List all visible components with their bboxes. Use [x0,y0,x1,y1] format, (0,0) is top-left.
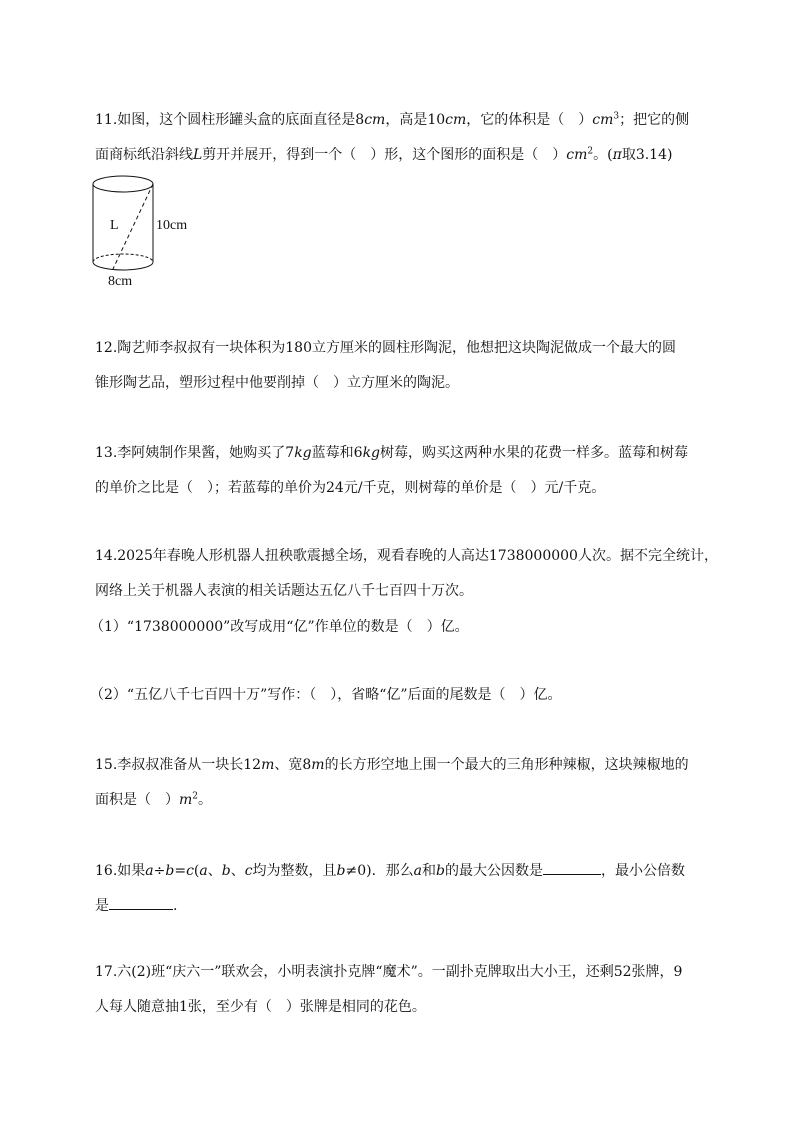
q14-part-1: （1）“1738000000”改写成用“亿”作单位的数是（ ）亿。 [90,619,469,635]
q12-line-2: 锥形陶艺品，塑形过程中他要削掉（ ）立方厘米的陶泥。 [95,375,459,391]
q14-line-2: 网络上关于机器人表演的相关话题达五亿八千七百四十万次。 [95,583,473,599]
lcm-answer-blank[interactable] [109,895,173,910]
q11-line-2: 面商标纸沿斜线L剪开并展开，得到一个（ ）形，这个图形的面积是（ ）$cm^2$。(π取3.14) [95,146,673,163]
q15-line-1: 15.李叔叔准备从一块长12m、宽8m的长方形空地上围一个最大的三角形种辣椒，这块辣椒地的 [95,757,689,773]
q15-line-2: 面积是（ ）$m^2$。 [95,791,213,808]
fig-label-diameter: 8cm [108,274,133,289]
cylinder-drawing [85,172,165,277]
fig-label-height: 10cm [156,218,188,233]
q16-line-1: 16.如果a÷b=c(a、b、c均为整数，且b≠0)．那么a和b的最大公因数是 ，最小公倍数 [95,860,685,880]
q11-line-1: 11.如图，这个圆柱形罐头盒的底面直径是8cm，高是10cm，它的体积是（ ）$cm^3$；把它的侧 [95,111,690,128]
q13-line-2: 的单价之比是（ ）；若蓝莓的单价为24元/千克，则树莓的单价是（ ）元/千克。 [95,480,606,496]
gcf-answer-blank[interactable] [543,860,601,875]
q17-line-2: 人每人随意抽1张，至少有（ ）张牌是相同的花色。 [95,999,426,1015]
q13-line-1: 13.李阿姨制作果酱，她购买了7kg蓝莓和6kg树莓，购买这两种水果的花费一样多。蓝莓和树莓 [95,445,689,461]
q16-line-2: 是 . [95,895,177,915]
q17-line-1: 17.六(2)班“庆六一”联欢会，小明表演扑克牌“魔术”。一副扑克牌取出大小王，还剩52张牌，9 [95,964,683,980]
fig-label-l: L [110,218,119,233]
q12-line-1: 12.陶艺师李叔叔有一块体积为180立方厘米的圆柱形陶泥，他想把这块陶泥做成一个最大的圆 [95,340,676,356]
cylinder-figure [85,172,225,292]
q14-line-1: 14.2025年春晚人形机器人扭秧歌震撼全场，观看春晚的人高达1738000000人次。据不完全统计， [95,548,718,564]
q14-part-2: （2）“五亿八千七百四十万”写作：（ ），省略“亿”后面的尾数是（ ）亿。 [90,687,562,703]
